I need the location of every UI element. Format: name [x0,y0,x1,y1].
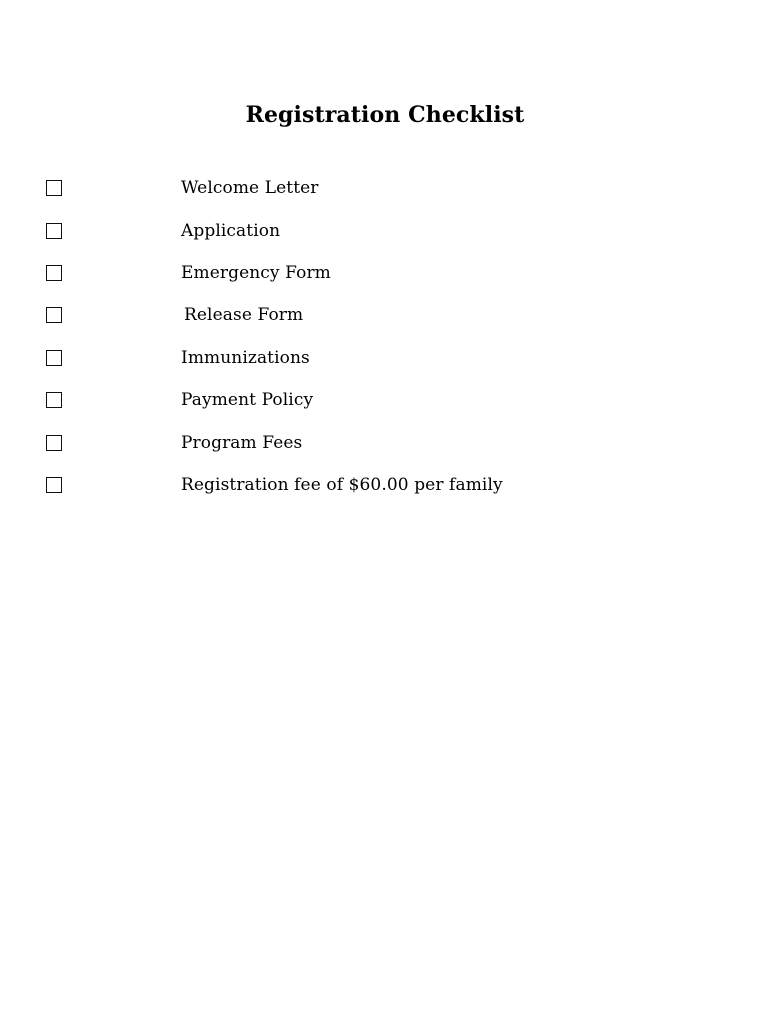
checkbox[interactable] [46,435,62,451]
checklist-item-immunizations [0,344,770,374]
checklist-item-release-form [0,301,770,331]
checkbox[interactable] [46,350,62,366]
checklist-item-payment-policy [0,386,770,416]
checkbox[interactable] [46,477,62,493]
checklist-item-welcome-letter [0,174,770,204]
page-title: Registration Checklist [245,102,525,128]
checklist-item-program-fees [0,429,770,459]
checkbox[interactable] [46,392,62,408]
checkbox[interactable] [46,180,62,196]
checklist-item-application [0,217,770,247]
checklist-item-label: Application [181,221,281,241]
checklist-item-label: Payment Policy [181,390,314,410]
checklist-item-label: Program Fees [181,433,303,453]
checkbox[interactable] [46,307,62,323]
checklist-item-label: Registration fee of $60.00 per family [181,475,503,495]
checklist-item-emergency-form [0,259,770,289]
checklist-item-label: Release Form [184,305,304,325]
checkbox[interactable] [46,265,62,281]
checkbox[interactable] [46,223,62,239]
checklist-item-label: Emergency Form [181,263,331,283]
checklist-item-registration-fee [0,471,770,501]
checklist-item-label: Immunizations [181,348,310,368]
checklist-item-label: Welcome Letter [181,178,319,198]
